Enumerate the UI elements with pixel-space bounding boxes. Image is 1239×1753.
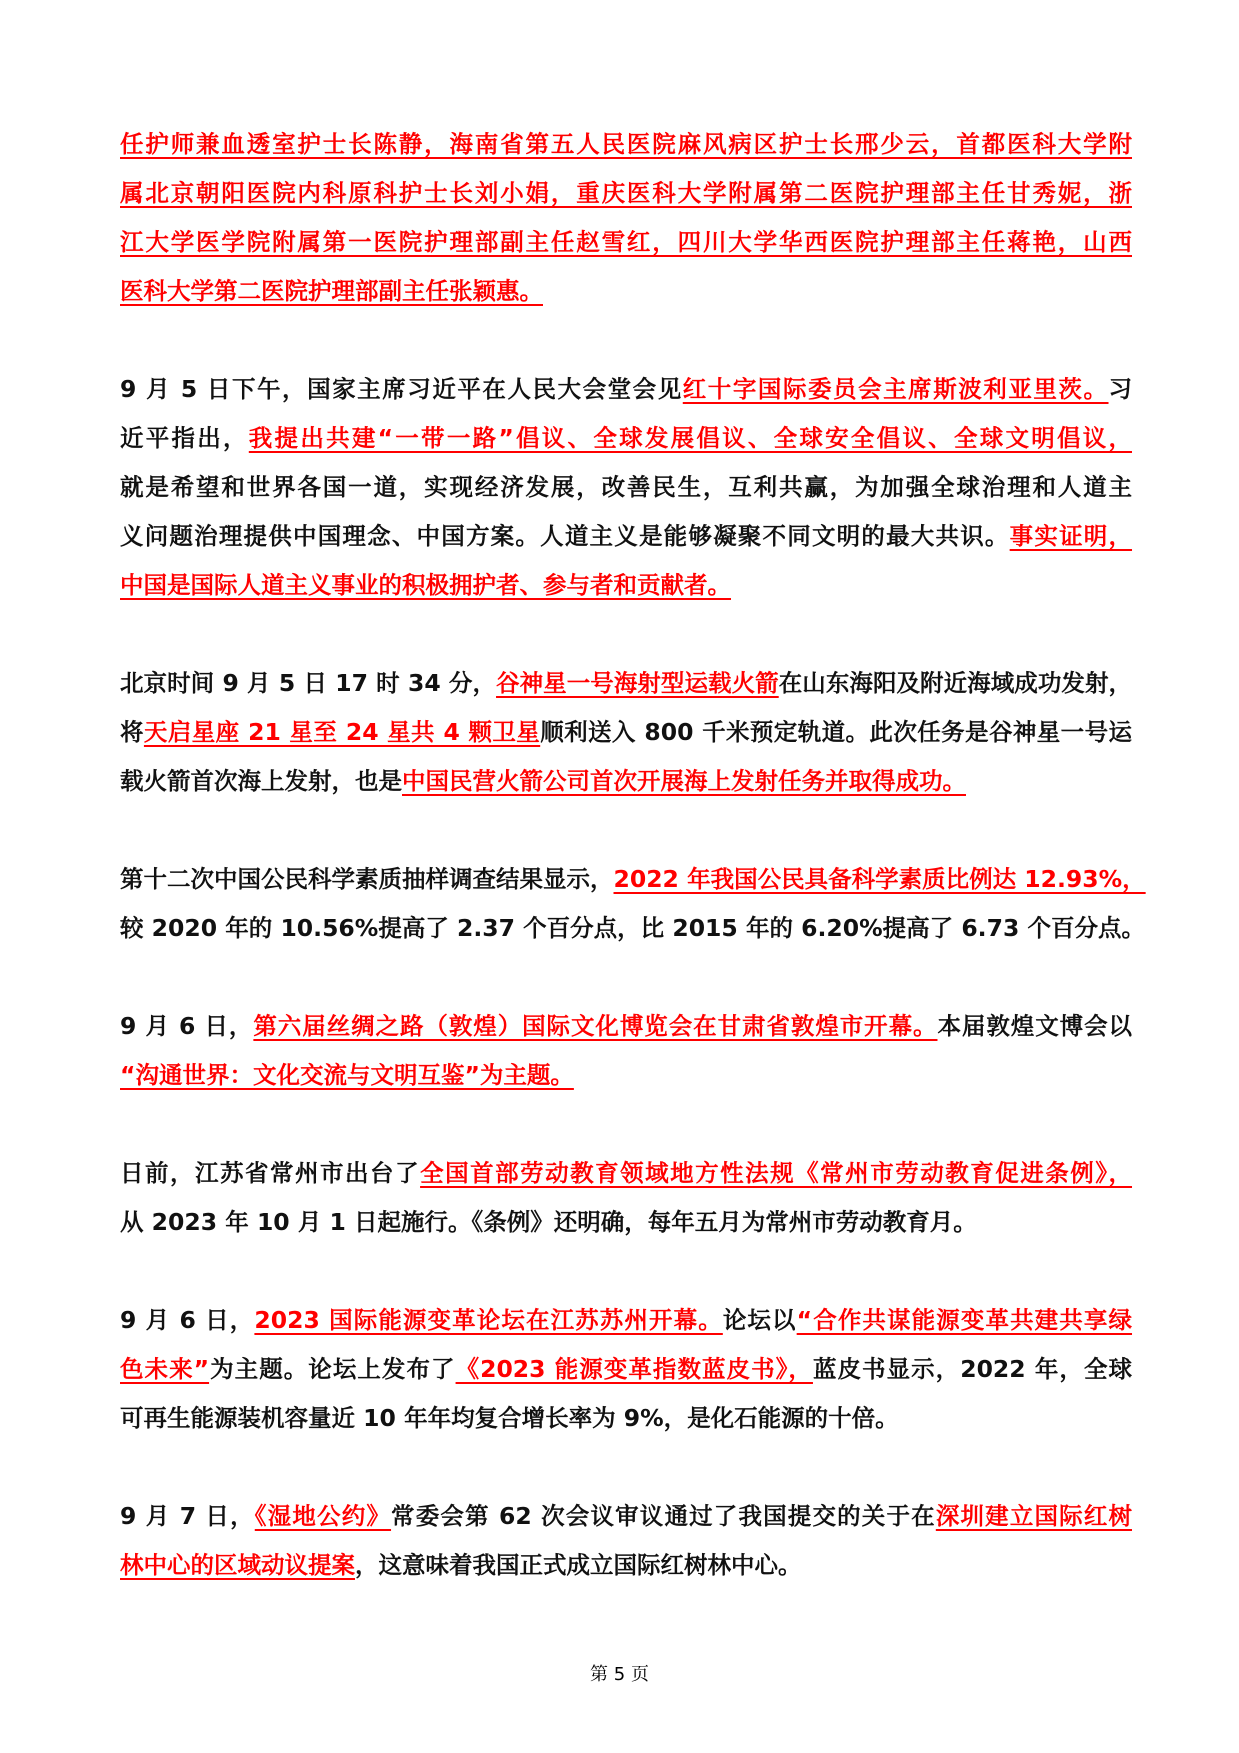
highlighted-text: 中国是国际人道主义事业的积极拥护者、参与者和贡献者。	[120, 571, 731, 599]
highlighted-text: 《湿地公约》	[254, 1502, 392, 1530]
body-text: 9 月 5 日下午，国家主席习近平在人民大会堂会见	[120, 375, 683, 403]
highlighted-text: 2022 年我国公民具备科学素质比例达 12.93%，	[613, 865, 1146, 893]
body-text: 载火箭首次海上发射，也是	[120, 767, 402, 795]
body-text: 就是希望和世界各国一道，实现经济发展，改善民生，互利共赢，为加强全球治理和人道主	[120, 473, 1132, 501]
text-line	[120, 1296, 1132, 1345]
body-text: 日前，江苏省常州市出台了	[120, 1159, 421, 1187]
highlighted-text: 深圳建立国际红树	[935, 1502, 1132, 1530]
highlighted-text: “沟通世界：文化交流与文明互鉴”为主题。	[120, 1061, 574, 1089]
highlighted-text: 《2023 能源变革指数蓝皮书》，	[455, 1355, 813, 1383]
body-text: 近平指出，	[120, 424, 249, 452]
text-line	[120, 1198, 1132, 1247]
text-line	[120, 1394, 1132, 1443]
body-text: 9 月 6 日，	[120, 1012, 254, 1040]
body-text: 论坛以	[722, 1306, 797, 1334]
highlighted-text: “合作共谋能源变革共建共享绿	[796, 1306, 1133, 1334]
highlighted-text: 江大学医学院附属第一医院护理部副主任赵雪红，四川大学华西医院护理部主任蒋艳，山西	[120, 228, 1132, 256]
news-paragraph	[120, 1492, 1132, 1590]
body-text: 为主题。论坛上发布了	[209, 1355, 456, 1383]
text-line	[120, 1002, 1132, 1051]
text-line	[120, 1149, 1132, 1198]
text-line	[120, 855, 1146, 904]
news-paragraph	[120, 1296, 1132, 1443]
highlighted-text: 中国民营火箭公司首次开展海上发射任务并取得成功。	[402, 767, 966, 795]
text-line	[120, 267, 1132, 316]
body-text: 蓝皮书显示，2022 年，全球	[812, 1355, 1132, 1383]
body-text: 9 月 7 日，	[120, 1502, 255, 1530]
highlighted-text: 2023 国际能源变革论坛在江苏苏州开幕。	[254, 1306, 723, 1334]
body-text: 将	[120, 718, 144, 746]
body-text: 从 2023 年 10 月 1 日起施行。《条例》还明确，每年五月为常州市劳动教育月。	[120, 1208, 977, 1236]
highlighted-text: 林中心的区域动议提案	[120, 1551, 355, 1579]
text-line	[120, 1541, 1132, 1590]
body-text: 顺利送入 800 千米预定轨道。此次任务是谷神星一号运	[540, 718, 1132, 746]
text-line	[120, 659, 1132, 708]
highlighted-text: 我提出共建“一带一路”倡议、全球发展倡议、全球安全倡议、全球文明倡议，	[248, 424, 1132, 452]
body-text: 较 2020 年的 10.56%提高了 2.37 个百分点，比 2015 年的 6.20%提高了 6.73 个百分点。	[120, 914, 1145, 942]
text-line	[120, 414, 1132, 463]
highlighted-text: 全国首部劳动教育领域地方性法规《常州市劳动教育促进条例》，	[420, 1159, 1133, 1187]
text-line	[120, 169, 1132, 218]
text-line	[120, 120, 1132, 169]
news-paragraph	[120, 1002, 1132, 1100]
news-paragraph	[120, 365, 1132, 610]
news-paragraph	[120, 120, 1132, 316]
document-body	[120, 120, 1146, 1639]
text-line	[120, 904, 1145, 953]
highlighted-text: 任护师兼血透室护士长陈静，海南省第五人民医院麻风病区护士长邢少云，首都医科大学附	[120, 130, 1132, 158]
highlighted-text: 医科大学第二医院护理部副主任张颖惠。	[120, 277, 543, 305]
text-line	[120, 1492, 1132, 1541]
body-text: 在山东海阳及附近海域成功发射，	[778, 669, 1133, 697]
body-text: 第十二次中国公民科学素质抽样调查结果显示，	[120, 865, 614, 893]
body-text: 北京时间 9 月 5 日 17 时 34 分，	[120, 669, 497, 697]
text-line	[120, 512, 1132, 561]
highlighted-text: 谷神星一号海射型运载火箭	[496, 669, 779, 697]
text-line	[120, 463, 1132, 512]
news-paragraph	[120, 855, 1146, 953]
text-line	[120, 1345, 1132, 1394]
highlighted-text: 天启星座 21 星至 24 星共 4 颗卫星	[143, 718, 541, 746]
text-line	[120, 708, 1132, 757]
body-text: 习	[1108, 375, 1133, 403]
body-text: 义问题治理提供中国理念、中国方案。人道主义是能够凝聚不同文明的最大共识。	[120, 522, 1010, 550]
text-line	[120, 757, 1132, 806]
highlighted-text: 第六届丝绸之路（敦煌）国际文化博览会在甘肃省敦煌市开幕。	[253, 1012, 938, 1040]
body-text: 常委会第 62 次会议审议通过了我国提交的关于在	[391, 1502, 936, 1530]
body-text: 可再生能源装机容量近 10 年年均复合增长率为 9%，是化石能源的十倍。	[120, 1404, 899, 1432]
highlighted-text: 事实证明，	[1009, 522, 1133, 550]
page-number: 第 5 页	[590, 1664, 649, 1685]
news-paragraph	[120, 1149, 1132, 1247]
body-text: 本届敦煌文博会以	[937, 1012, 1133, 1040]
text-line	[120, 365, 1132, 414]
body-text: ，这意味着我国正式成立国际红树林中心。	[355, 1551, 802, 1579]
text-line	[120, 218, 1132, 267]
text-line	[120, 561, 1132, 610]
body-text: 9 月 6 日，	[120, 1306, 255, 1334]
highlighted-text: 红十字国际委员会主席斯波利亚里茨。	[682, 375, 1109, 403]
text-line	[120, 1051, 1132, 1100]
highlighted-text: 色未来”	[120, 1355, 210, 1383]
highlighted-text: 属北京朝阳医院内科原科护士长刘小娟，重庆医科大学附属第二医院护理部主任甘秀妮，浙	[120, 179, 1132, 207]
news-paragraph	[120, 659, 1132, 806]
